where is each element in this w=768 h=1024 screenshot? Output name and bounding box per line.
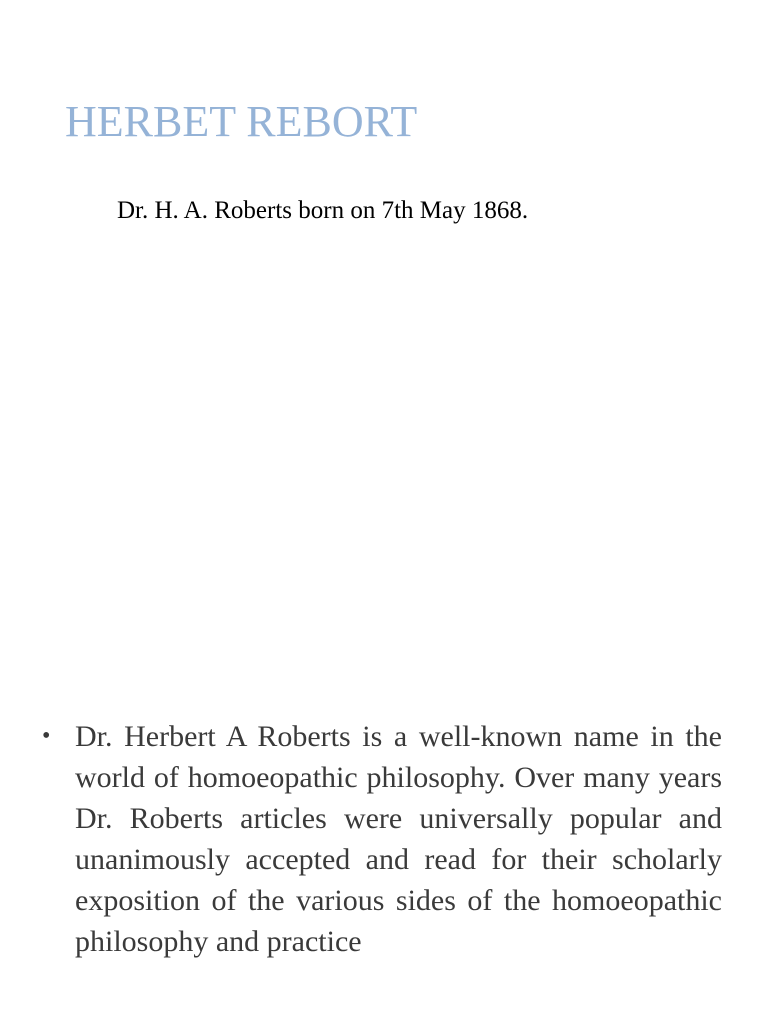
bullet-icon: • — [42, 723, 51, 749]
slide-subtitle: Dr. H. A. Roberts born on 7th May 1868. — [117, 197, 529, 224]
bullet-list — [42, 716, 722, 962]
bullet-item — [42, 716, 722, 962]
bullet-text: Dr. Herbert A Roberts is a well-known name in the world of homoeopathic philosophy. Over many years Dr. Roberts articles were universally popular and unanimously accepted and read for their scholarly exposition of the various sides of the homoeopathic philosophy and practice — [75, 720, 722, 958]
slide-title: HERBET REBORT — [65, 97, 418, 146]
